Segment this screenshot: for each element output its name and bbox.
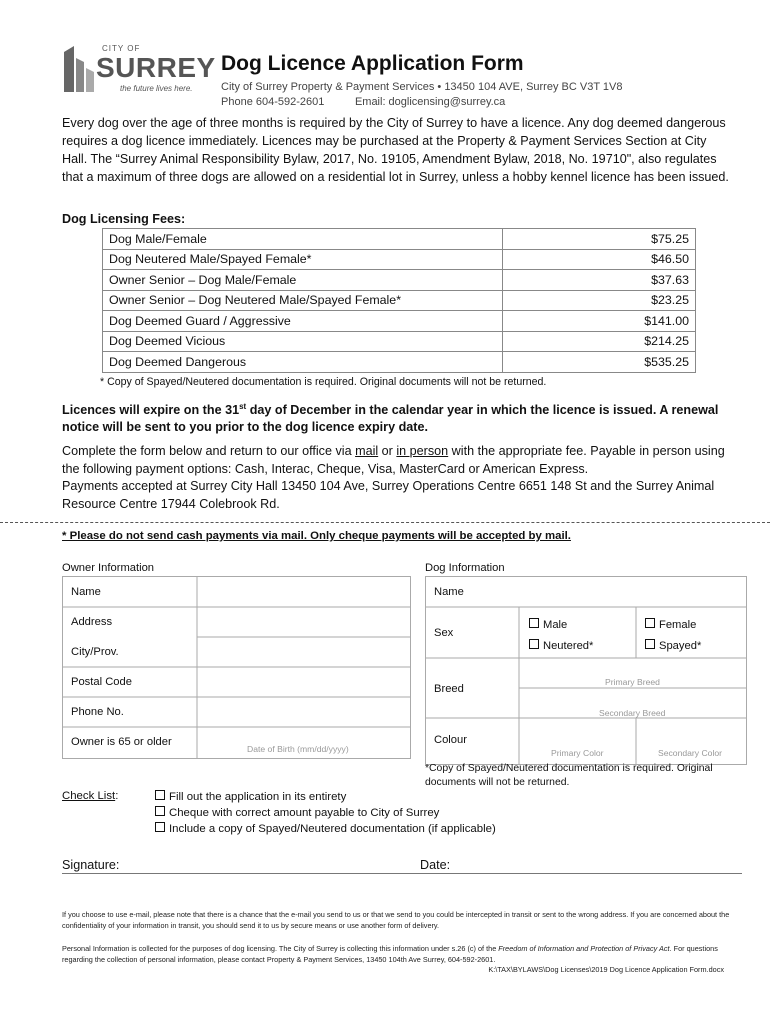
checklist-checkbox[interactable] (155, 806, 165, 816)
checklist-colon: : (115, 790, 119, 802)
dog-name-label: Name (434, 586, 464, 598)
mail-link: mail (355, 444, 379, 458)
header-contact (221, 96, 505, 108)
neutered-option[interactable] (529, 639, 593, 652)
female-option[interactable] (645, 618, 696, 631)
form-title: Dog Licence Application Form (221, 52, 524, 75)
fee-row (103, 352, 696, 373)
signature-field[interactable] (140, 852, 400, 872)
female-checkbox[interactable] (645, 618, 655, 628)
breed-label: Breed (434, 683, 464, 695)
fees-heading: Dog Licensing Fees: (62, 212, 186, 226)
fee-row (103, 331, 696, 352)
checklist-label-text: Check List (62, 790, 116, 802)
in-person-link: in person (396, 444, 449, 458)
payment-locations: Payments accepted at Surrey City Hall 13450 104 Ave, Surrey Operations Centre 6651 148 St and the Surrey Animal Resource Centre 17944 Colebrook Rd. (62, 479, 715, 511)
fee-row (103, 290, 696, 311)
colour-label: Colour (434, 734, 467, 746)
cash-payment-note (62, 530, 571, 542)
secondary-breed-hint: Secondary Breed (599, 708, 666, 718)
dog-info-heading: Dog Information (425, 562, 505, 574)
owner-phone-label: Phone No. (71, 706, 124, 718)
neutered-checkbox[interactable] (529, 639, 539, 649)
header-address: City of Surrey Property & Payment Services • 13450 104 AVE, Surrey BC V3T 1V8 (221, 81, 623, 93)
fee-label: Dog Deemed Vicious (103, 331, 503, 352)
checklist-item-text: Fill out the application in its entirety (169, 791, 347, 803)
cash-note-text: * Please do not send cash payments via mail. Only cheque payments will be accepted by mail. (62, 530, 571, 542)
checklist-checkbox[interactable] (155, 822, 165, 832)
fee-label: Owner Senior – Dog Neutered Male/Spayed Female* (103, 290, 503, 311)
checklist-label (62, 790, 118, 802)
spayed-label: Spayed* (659, 640, 702, 652)
checklist-item-text: Include a copy of Spayed/Neutered documentation (if applicable) (169, 823, 496, 835)
fee-row (103, 270, 696, 291)
secondary-breed-input[interactable] (520, 689, 745, 717)
fees-table (102, 228, 696, 373)
female-label: Female (659, 619, 697, 631)
logo-surrey-text: SURREY (96, 52, 216, 83)
expiry-sup: st (239, 402, 247, 411)
fee-amount: $141.00 (503, 311, 696, 332)
owner-city-label: City/Prov. (71, 646, 119, 658)
dog-name-input[interactable] (486, 578, 744, 606)
checklist-checkbox[interactable] (155, 790, 165, 800)
fee-row (103, 249, 696, 270)
checklist-item[interactable] (155, 805, 496, 821)
owner-senior-label: Owner is 65 or older (71, 736, 172, 748)
male-option[interactable] (529, 618, 567, 631)
checklist-item[interactable] (155, 821, 496, 837)
fee-amount: $214.25 (503, 331, 696, 352)
owner-address-label: Address (71, 616, 113, 628)
logo-city-text: CITY OF (102, 44, 141, 53)
date-field[interactable] (460, 852, 730, 872)
instructions-text: Complete the form below and return to our office via (62, 444, 356, 458)
checklist-item-text: Cheque with correct amount payable to City of Surrey (169, 807, 440, 819)
instructions-paragraph (62, 443, 732, 513)
neutered-label: Neutered* (543, 640, 594, 652)
fee-amount: $75.25 (503, 229, 696, 250)
owner-info-heading: Owner Information (62, 562, 155, 574)
owner-info-table (62, 576, 411, 759)
fee-row (103, 229, 696, 250)
expiry-text-1: Licences will expire on the 31 (62, 403, 240, 418)
signature-label: Signature: (62, 858, 120, 872)
surrey-logo (60, 44, 216, 100)
expiry-notice (62, 398, 722, 436)
intro-paragraph: Every dog over the age of three months is required by the City of Surrey to have a licence. Any dog deemed dangerous requires a dog licence immediately. Licences may be purchased at the Property & Payment Services Section at City Hall. The “Surrey Animal Responsibility Bylaw, 2017, No. 19105, Amendment Bylaw, 2018, No. 19710", also regulates that a maximum of three dogs are allowed on a residential lot in Surrey, unless a hobby kennel licence has been issued. (62, 116, 729, 184)
fee-amount: $535.25 (503, 352, 696, 373)
owner-dob-input[interactable] (198, 728, 409, 757)
file-path: K:\TAX\BYLAWS\Dog Licenses\2019 Dog Licence Application Form.docx (488, 965, 724, 974)
fee-amount: $37.63 (503, 270, 696, 291)
city-skyline-icon (60, 44, 100, 94)
dog-sex-label: Sex (434, 627, 454, 639)
fee-label: Dog Deemed Guard / Aggressive (103, 311, 503, 332)
spayed-checkbox[interactable] (645, 639, 655, 649)
privacy-contact: . For questions regarding the collection of personal information, please contact Property & Payment Services, 13450 104th Ave Surrey, 604-592-2601. (62, 944, 718, 964)
signature-line (62, 873, 742, 874)
fee-label: Dog Deemed Dangerous (103, 352, 503, 373)
privacy-act-title: Freedom of Information and Protection of Privacy Act (498, 944, 670, 953)
secondary-color-hint: Secondary Color (658, 748, 723, 758)
instructions-payment: with the appropriate fee. Payable in person using the following payment options: Cash, Interac, Cheque, Visa, MasterCard or American Express. (62, 444, 725, 476)
date-label: Date: (420, 858, 451, 872)
expiry-text-2: day of December in the calendar year in which the licence is issued. A renewal notice will be sent to you prior to the dog licence expiry date. (62, 403, 719, 435)
primary-color-input[interactable] (520, 719, 635, 763)
fee-label: Dog Male/Female (103, 229, 503, 250)
male-label: Male (543, 619, 568, 631)
header-phone: Phone 604-592-2601 (221, 96, 325, 108)
primary-color-hint: Primary Color (551, 748, 604, 758)
male-checkbox[interactable] (529, 618, 539, 628)
spayed-option[interactable] (645, 639, 701, 652)
logo-tagline: the future lives here. (120, 84, 193, 93)
primary-breed-input[interactable] (520, 659, 745, 687)
checklist-items (155, 789, 496, 837)
secondary-color-input[interactable] (637, 719, 745, 763)
fee-label: Owner Senior – Dog Male/Female (103, 270, 503, 291)
owner-name-label: Name (71, 586, 101, 598)
owner-address-input[interactable] (198, 608, 409, 666)
email-disclaimer: If you choose to use e-mail, please note that there is a chance that the e-mail you send to us or that we send to you could be intercepted in transit or sent to the wrong address. If you are concerned about the confidentiality of your information in transit, you should send it to us by secure means or use another form of delivery. (62, 910, 730, 930)
owner-phone-input[interactable] (198, 698, 409, 726)
owner-postal-label: Postal Code (71, 676, 132, 688)
fee-amount: $46.50 (503, 249, 696, 270)
fees-note: * Copy of Spayed/Neutered documentation is required. Original documents will not be returned. (100, 376, 547, 388)
dob-hint: Date of Birth (mm/dd/yyyy) (247, 744, 349, 754)
primary-breed-hint: Primary Breed (605, 677, 660, 687)
fee-label: Dog Neutered Male/Spayed Female* (103, 249, 503, 270)
fee-row (103, 311, 696, 332)
header-email: Email: doglicensing@surrey.ca (354, 96, 506, 108)
instructions-or: or (378, 444, 397, 458)
fee-amount: $23.25 (503, 290, 696, 311)
dog-doc-note: *Copy of Spayed/Neutered documentation is required. Original documents will not be returned. (425, 763, 713, 788)
dog-info-table (425, 576, 747, 765)
cut-line-divider (0, 522, 770, 523)
owner-postal-input[interactable] (198, 668, 409, 696)
privacy-notice (62, 944, 732, 965)
privacy-text: Personal Information is collected for the purposes of dog licensing. The City of Surrey is collecting this information under s.26 (c) of the (62, 944, 499, 953)
checklist-item[interactable] (155, 789, 496, 805)
owner-name-input[interactable] (198, 578, 409, 606)
